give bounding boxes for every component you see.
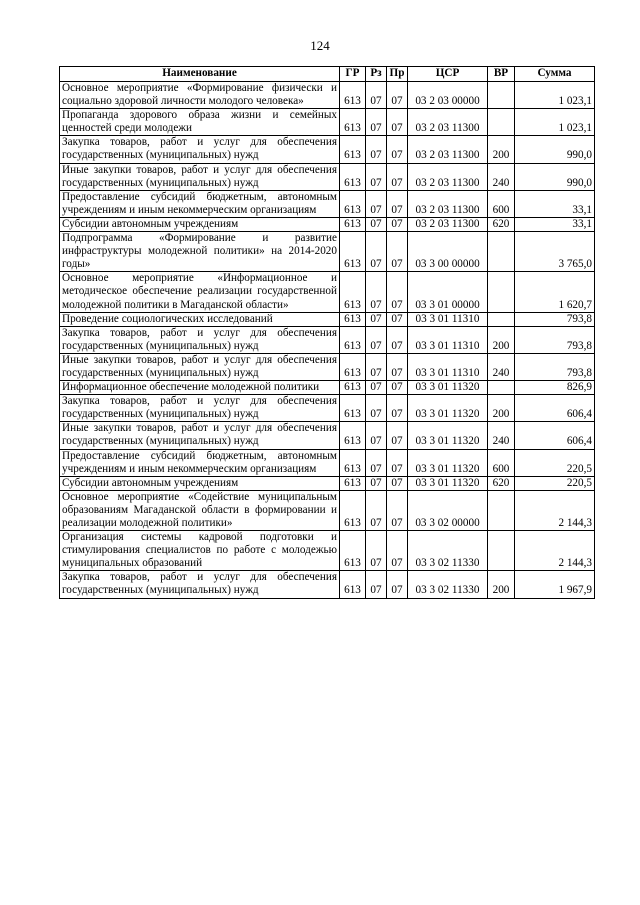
cell-sum: 826,9 <box>515 381 595 395</box>
table-row <box>60 136 595 163</box>
page-number: 124 <box>310 38 330 53</box>
cell-rz: 07 <box>366 163 387 190</box>
cell-gr: 613 <box>340 395 366 422</box>
table-row <box>60 422 595 449</box>
cell-sum: 1 023,1 <box>515 82 595 109</box>
table-row <box>60 353 595 380</box>
header-csr: ЦСР <box>408 67 488 82</box>
cell-csr: 03 3 02 00000 <box>408 490 488 530</box>
table-row <box>60 395 595 422</box>
cell-csr: 03 3 01 11310 <box>408 312 488 326</box>
table-row <box>60 163 595 190</box>
cell-csr: 03 2 03 11300 <box>408 109 488 136</box>
table-header-row <box>60 67 595 82</box>
cell-csr: 03 3 01 11310 <box>408 326 488 353</box>
cell-rz: 07 <box>366 217 387 231</box>
cell-csr: 03 2 03 11300 <box>408 190 488 217</box>
cell-sum: 1 967,9 <box>515 571 595 598</box>
cell-vr <box>488 531 515 571</box>
cell-pr: 07 <box>387 109 408 136</box>
cell-name: Информационное обеспечение молодежной политики <box>60 381 340 395</box>
cell-gr: 613 <box>340 136 366 163</box>
cell-name: Проведение социологических исследований <box>60 312 340 326</box>
cell-vr: 240 <box>488 163 515 190</box>
cell-pr: 07 <box>387 272 408 312</box>
cell-vr: 200 <box>488 571 515 598</box>
cell-rz: 07 <box>366 449 387 476</box>
table-row <box>60 571 595 598</box>
cell-rz: 07 <box>366 136 387 163</box>
cell-sum: 606,4 <box>515 422 595 449</box>
cell-csr: 03 3 01 11310 <box>408 353 488 380</box>
cell-gr: 613 <box>340 449 366 476</box>
cell-gr: 613 <box>340 163 366 190</box>
cell-gr: 613 <box>340 190 366 217</box>
cell-pr: 07 <box>387 353 408 380</box>
cell-vr <box>488 232 515 272</box>
cell-name: Организация системы кадровой подготовки и стимулирования специалистов по работе с молодежью муниципальных образований <box>60 531 340 571</box>
cell-name: Закупка товаров, работ и услуг для обеспечения государственных (муниципальных) нужд <box>60 326 340 353</box>
cell-name: Закупка товаров, работ и услуг для обеспечения государственных (муниципальных) нужд <box>60 136 340 163</box>
cell-vr <box>488 490 515 530</box>
cell-vr <box>488 272 515 312</box>
cell-rz: 07 <box>366 476 387 490</box>
table-row <box>60 82 595 109</box>
cell-csr: 03 3 01 11320 <box>408 449 488 476</box>
cell-name: Иные закупки товаров, работ и услуг для обеспечения государственных (муниципальных) нужд <box>60 353 340 380</box>
cell-pr: 07 <box>387 381 408 395</box>
cell-csr: 03 3 01 11320 <box>408 395 488 422</box>
cell-name: Основное мероприятие «Информационное и методическое обеспечение реализации государственной молодежной политики в Магаданской области» <box>60 272 340 312</box>
cell-sum: 793,8 <box>515 312 595 326</box>
cell-vr: 240 <box>488 422 515 449</box>
cell-csr: 03 3 01 00000 <box>408 272 488 312</box>
table-row <box>60 381 595 395</box>
cell-csr: 03 3 01 11320 <box>408 422 488 449</box>
table-row <box>60 272 595 312</box>
cell-vr: 600 <box>488 190 515 217</box>
cell-sum: 33,1 <box>515 217 595 231</box>
header-pr: Пр <box>387 67 408 82</box>
cell-vr <box>488 381 515 395</box>
cell-sum: 2 144,3 <box>515 531 595 571</box>
cell-name: Основное мероприятие «Содействие муниципальным образованиям Магаданской области в формировании и реализации молодежной политики» <box>60 490 340 530</box>
cell-name: Субсидии автономным учреждениям <box>60 476 340 490</box>
cell-rz: 07 <box>366 82 387 109</box>
cell-rz: 07 <box>366 312 387 326</box>
table-body <box>60 82 595 599</box>
cell-name: Предоставление субсидий бюджетным, автономным учреждениям и иным некоммерческим организациям <box>60 190 340 217</box>
cell-sum: 1 023,1 <box>515 109 595 136</box>
cell-gr: 613 <box>340 312 366 326</box>
cell-vr: 620 <box>488 217 515 231</box>
cell-pr: 07 <box>387 531 408 571</box>
cell-rz: 07 <box>366 381 387 395</box>
cell-gr: 613 <box>340 272 366 312</box>
cell-rz: 07 <box>366 272 387 312</box>
cell-csr: 03 3 01 11320 <box>408 476 488 490</box>
cell-sum: 2 144,3 <box>515 490 595 530</box>
cell-gr: 613 <box>340 490 366 530</box>
cell-name: Пропаганда здорового образа жизни и семейных ценностей среди молодежи <box>60 109 340 136</box>
cell-vr <box>488 82 515 109</box>
cell-sum: 1 620,7 <box>515 272 595 312</box>
cell-rz: 07 <box>366 531 387 571</box>
cell-pr: 07 <box>387 82 408 109</box>
cell-sum: 793,8 <box>515 326 595 353</box>
cell-rz: 07 <box>366 326 387 353</box>
cell-gr: 613 <box>340 217 366 231</box>
cell-pr: 07 <box>387 217 408 231</box>
table-row <box>60 109 595 136</box>
cell-gr: 613 <box>340 232 366 272</box>
cell-csr: 03 2 03 11300 <box>408 217 488 231</box>
cell-pr: 07 <box>387 136 408 163</box>
header-gr: ГР <box>340 67 366 82</box>
cell-csr: 03 3 00 00000 <box>408 232 488 272</box>
cell-gr: 613 <box>340 476 366 490</box>
cell-csr: 03 3 02 11330 <box>408 571 488 598</box>
table-row <box>60 490 595 530</box>
cell-pr: 07 <box>387 571 408 598</box>
cell-rz: 07 <box>366 353 387 380</box>
cell-rz: 07 <box>366 490 387 530</box>
table-row <box>60 531 595 571</box>
cell-gr: 613 <box>340 326 366 353</box>
cell-pr: 07 <box>387 190 408 217</box>
cell-rz: 07 <box>366 395 387 422</box>
cell-name: Иные закупки товаров, работ и услуг для обеспечения государственных (муниципальных) нужд <box>60 422 340 449</box>
cell-csr: 03 2 03 11300 <box>408 136 488 163</box>
cell-vr: 620 <box>488 476 515 490</box>
cell-pr: 07 <box>387 232 408 272</box>
cell-name: Субсидии автономным учреждениям <box>60 217 340 231</box>
cell-name: Предоставление субсидий бюджетным, автономным учреждениям и иным некоммерческим организациям <box>60 449 340 476</box>
cell-name: Подпрограмма «Формирование и развитие инфраструктуры молодежной политики» на 2014-2020 годы» <box>60 232 340 272</box>
cell-name: Закупка товаров, работ и услуг для обеспечения государственных (муниципальных) нужд <box>60 395 340 422</box>
cell-rz: 07 <box>366 571 387 598</box>
cell-vr: 240 <box>488 353 515 380</box>
cell-gr: 613 <box>340 422 366 449</box>
cell-gr: 613 <box>340 571 366 598</box>
cell-vr: 200 <box>488 136 515 163</box>
cell-sum: 793,8 <box>515 353 595 380</box>
cell-pr: 07 <box>387 326 408 353</box>
budget-table <box>59 66 595 599</box>
cell-pr: 07 <box>387 163 408 190</box>
cell-sum: 606,4 <box>515 395 595 422</box>
cell-csr: 03 3 02 11330 <box>408 531 488 571</box>
cell-name: Иные закупки товаров, работ и услуг для обеспечения государственных (муниципальных) нужд <box>60 163 340 190</box>
cell-sum: 220,5 <box>515 449 595 476</box>
cell-sum: 990,0 <box>515 163 595 190</box>
cell-vr <box>488 312 515 326</box>
table-row <box>60 232 595 272</box>
header-sum: Сумма <box>515 67 595 82</box>
cell-pr: 07 <box>387 490 408 530</box>
cell-pr: 07 <box>387 449 408 476</box>
table-row <box>60 326 595 353</box>
cell-csr: 03 2 03 00000 <box>408 82 488 109</box>
cell-sum: 220,5 <box>515 476 595 490</box>
cell-pr: 07 <box>387 422 408 449</box>
cell-vr: 600 <box>488 449 515 476</box>
cell-sum: 3 765,0 <box>515 232 595 272</box>
table-row <box>60 476 595 490</box>
cell-csr: 03 2 03 11300 <box>408 163 488 190</box>
cell-rz: 07 <box>366 109 387 136</box>
cell-name: Основное мероприятие «Формирование физически и социально здоровой личности молодого человека» <box>60 82 340 109</box>
cell-vr: 200 <box>488 395 515 422</box>
table-row <box>60 312 595 326</box>
cell-vr: 200 <box>488 326 515 353</box>
cell-csr: 03 3 01 11320 <box>408 381 488 395</box>
cell-pr: 07 <box>387 476 408 490</box>
cell-gr: 613 <box>340 531 366 571</box>
cell-sum: 990,0 <box>515 136 595 163</box>
cell-rz: 07 <box>366 232 387 272</box>
cell-rz: 07 <box>366 422 387 449</box>
cell-name: Закупка товаров, работ и услуг для обеспечения государственных (муниципальных) нужд <box>60 571 340 598</box>
cell-vr <box>488 109 515 136</box>
cell-gr: 613 <box>340 82 366 109</box>
cell-gr: 613 <box>340 353 366 380</box>
cell-gr: 613 <box>340 381 366 395</box>
cell-sum: 33,1 <box>515 190 595 217</box>
header-name: Наименование <box>60 67 340 82</box>
cell-rz: 07 <box>366 190 387 217</box>
table-row <box>60 190 595 217</box>
cell-pr: 07 <box>387 312 408 326</box>
cell-gr: 613 <box>340 109 366 136</box>
header-rz: Рз <box>366 67 387 82</box>
header-vr: ВР <box>488 67 515 82</box>
cell-pr: 07 <box>387 395 408 422</box>
table-row <box>60 449 595 476</box>
table-row <box>60 217 595 231</box>
